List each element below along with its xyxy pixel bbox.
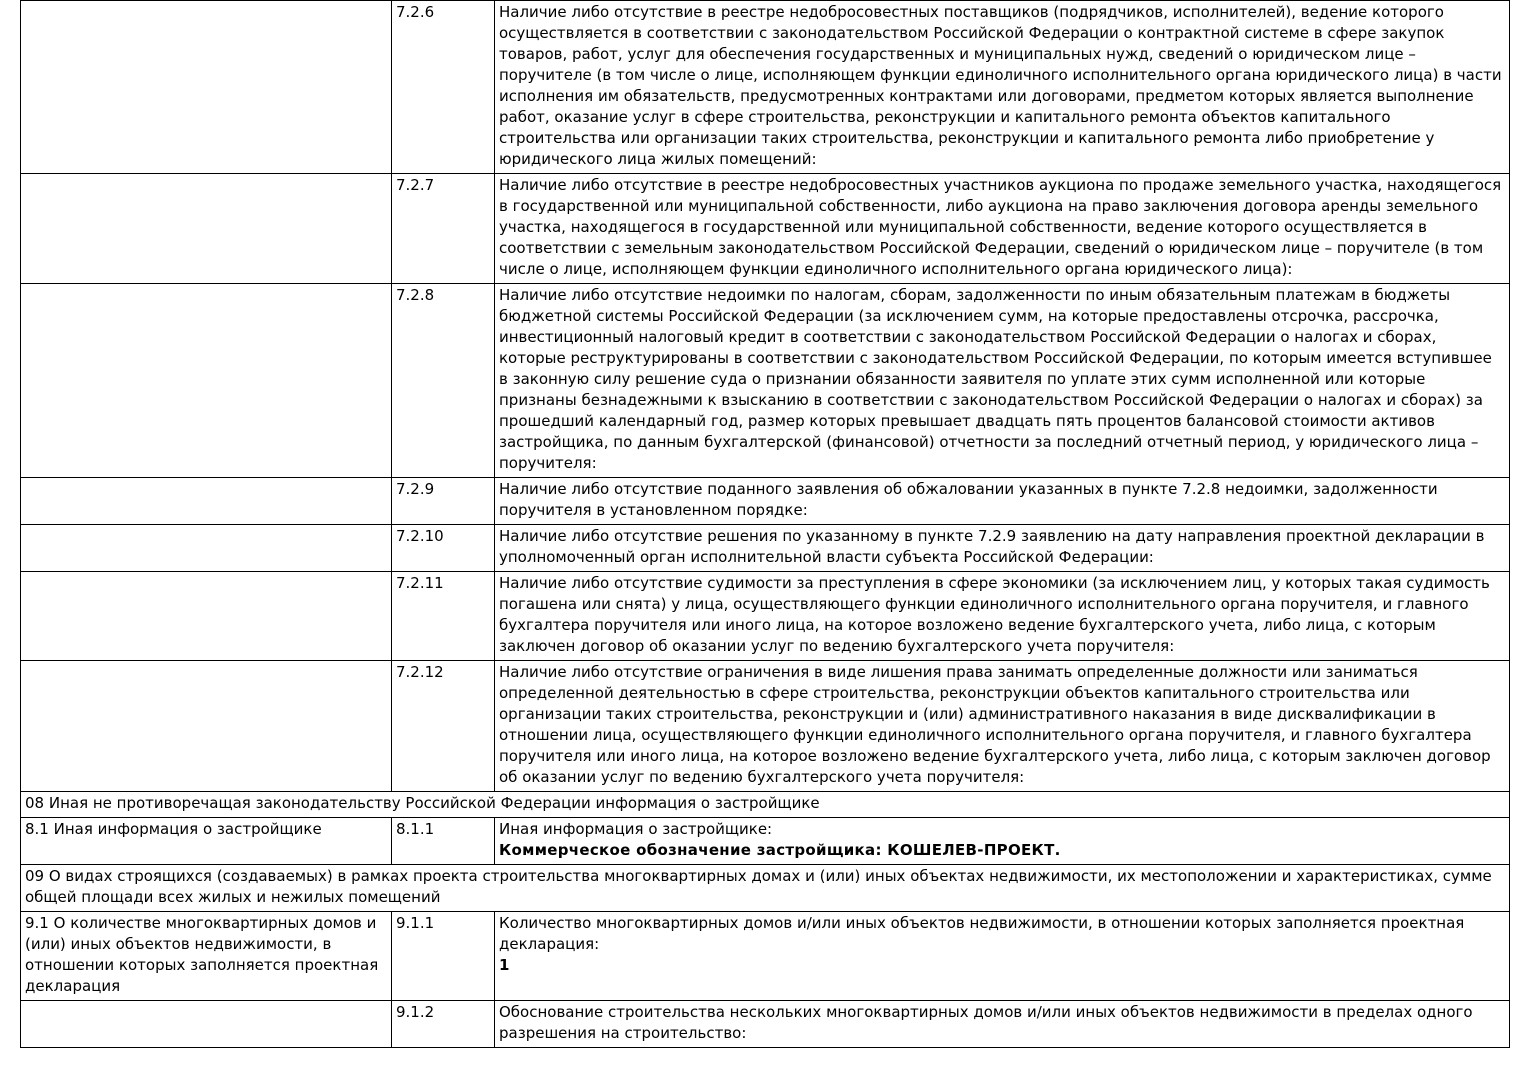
table-row [21, 1, 1510, 174]
table-row [21, 174, 1510, 284]
item-number-cell: 7.2.7 [392, 174, 495, 284]
item-number-cell: 7.2.11 [392, 572, 495, 661]
item-number-cell: 9.1.2 [392, 1001, 495, 1048]
declaration-table [20, 0, 1510, 1048]
item-text: Количество многоквартирных домов и/или иных объектов недвижимости, в отношении которых заполняется проектная декларация: [499, 914, 1465, 953]
item-number-cell: 7.2.10 [392, 525, 495, 572]
section-label-cell [21, 284, 392, 478]
item-number-cell: 7.2.6 [392, 1, 495, 174]
table-row [21, 1001, 1510, 1048]
item-number-cell: 9.1.1 [392, 912, 495, 1001]
item-number-cell: 8.1.1 [392, 818, 495, 865]
item-content-cell [495, 1, 1510, 174]
item-text: Наличие либо отсутствие решения по указанному в пункте 7.2.9 заявлению на дату направления проектной декларации в уполномоченный орган исполнительной власти субъекта Российской Федерации: [499, 527, 1485, 566]
section-header-text: 09 О видах строящихся (создаваемых) в рамках проекта строительства многоквартирных домах и (или) иных объектах недвижимости, их местоположении и характеристиках, сумме общей площади всех жилых и нежилых помещений [21, 865, 1510, 912]
item-text: Наличие либо отсутствие в реестре недобросовестных участников аукциона по продаже земельного участка, находящегося в государственной или муниципальной собственности, либо аукциона на право заключения договора аренды земельного участка, находящегося в государственной или муниципальной собственности, ведение которого осуществляется в соответствии с земельным законодательством Российской Федерации, сведений о юридическом лице – поручителе (в том числе о лице, исполняющем функции единоличного исполнительного органа юридического лица): [499, 176, 1502, 278]
item-content-cell [495, 174, 1510, 284]
item-content-cell [495, 478, 1510, 525]
item-value: Коммерческое обозначение застройщика: КОШЕЛЕВ-ПРОЕКТ. [499, 841, 1061, 859]
section-label-cell [21, 1001, 392, 1048]
item-text: Наличие либо отсутствие судимости за преступления в сфере экономики (за исключением лиц, у которых такая судимость погашена или снята) у лица, осуществляющего функции единоличного исполнительного органа поручителя, и главного бухгалтера поручителя или иного лица, на которое возложено ведение бухгалтерского учета, либо лица, с которым заключен договор об оказании услуг по ведению бухгалтерского учета поручителя: [499, 574, 1490, 655]
section-label-cell [21, 1, 392, 174]
table-row [21, 661, 1510, 792]
table-row [21, 525, 1510, 572]
section-label-cell [21, 174, 392, 284]
section-header-row [21, 865, 1510, 912]
item-text: Иная информация о застройщике: [499, 820, 773, 838]
table-row [21, 912, 1510, 1001]
item-text: Наличие либо отсутствие в реестре недобросовестных поставщиков (подрядчиков, исполнителей), ведение которого осуществляется в соответствии с законодательством Российской Федерации о контрактной системе в сфере закупок товаров, работ, услуг для обеспечения государственных и муниципальных нужд, сведений о юридическом лице – поручителе (в том числе о лице, исполняющем функции единоличного исполнительного органа юридического лица) в части исполнения им обязательств, предусмотренных контрактами или договорами, предметом которых является выполнение работ, оказание услуг в сфере строительства, реконструкции и капитального ремонта объектов капитального строительства или организации таких строительства, реконструкции и капитального ремонта либо приобретение у юридического лица жилых помещений: [499, 3, 1502, 168]
table-row [21, 572, 1510, 661]
item-content-cell [495, 912, 1510, 1001]
item-number-cell: 7.2.8 [392, 284, 495, 478]
item-content-cell [495, 572, 1510, 661]
section-label-cell: 8.1 Иная информация о застройщике [21, 818, 392, 865]
item-text: Наличие либо отсутствие ограничения в виде лишения права занимать определенные должности или заниматься определенной деятельностью в сфере строительства, реконструкции объектов капитального строительства или организации таких строительства, реконструкции и (или) административного наказания в виде дисквалификации в отношении лица, осуществляющего функции единоличного исполнительного органа поручителя, и главного бухгалтера поручителя или иного лица, на которое возложено ведение бухгалтерского учета, либо лица, с которым заключен договор об оказании услуг по ведению бухгалтерского учета поручителя: [499, 663, 1491, 786]
section-label-cell [21, 478, 392, 525]
item-content-cell [495, 1001, 1510, 1048]
section-header-row [21, 792, 1510, 818]
item-content-cell [495, 284, 1510, 478]
item-content-cell [495, 525, 1510, 572]
item-content-cell [495, 818, 1510, 865]
table-row [21, 818, 1510, 865]
item-value: 1 [499, 956, 510, 974]
item-text: Наличие либо отсутствие поданного заявления об обжаловании указанных в пункте 7.2.8 недоимки, задолженности поручителя в установленном порядке: [499, 480, 1438, 519]
table-row [21, 284, 1510, 478]
item-text: Обоснование строительства нескольких многоквартирных домов и/или иных объектов недвижимости в пределах одного разрешения на строительство: [499, 1003, 1473, 1042]
section-header-text: 08 Иная не противоречащая законодательству Российской Федерации информация о застройщике [21, 792, 1510, 818]
table-row [21, 478, 1510, 525]
section-label-cell [21, 525, 392, 572]
section-label-cell [21, 572, 392, 661]
section-label-cell: 9.1 О количестве многоквартирных домов и (или) иных объектов недвижимости, в отношении которых заполняется проектная декларация [21, 912, 392, 1001]
section-label-cell [21, 661, 392, 792]
item-content-cell [495, 661, 1510, 792]
item-number-cell: 7.2.12 [392, 661, 495, 792]
item-text: Наличие либо отсутствие недоимки по налогам, сборам, задолженности по иным обязательным платежам в бюджеты бюджетной системы Российской Федерации (за исключением сумм, на которые предоставлены отсрочка, рассрочка, инвестиционный налоговый кредит в соответствии с законодательством Российской Федерации о налогах и сборах, которые реструктурированы в соответствии с законодательством Российской Федерации, по которым имеется вступившее в законную силу решение суда о признании обязанности заявителя по уплате этих сумм исполненной или которые признаны безнадежными к взысканию в соответствии с законодательством Российской Федерации о налогах и сборах) за прошедший календарный год, размер которых превышает двадцать пять процентов балансовой стоимости активов застройщика, по данным бухгалтерской (финансовой) отчетности за последний отчетный период, у юридического лица – поручителя: [499, 286, 1492, 472]
item-number-cell: 7.2.9 [392, 478, 495, 525]
table-body [21, 1, 1510, 1048]
